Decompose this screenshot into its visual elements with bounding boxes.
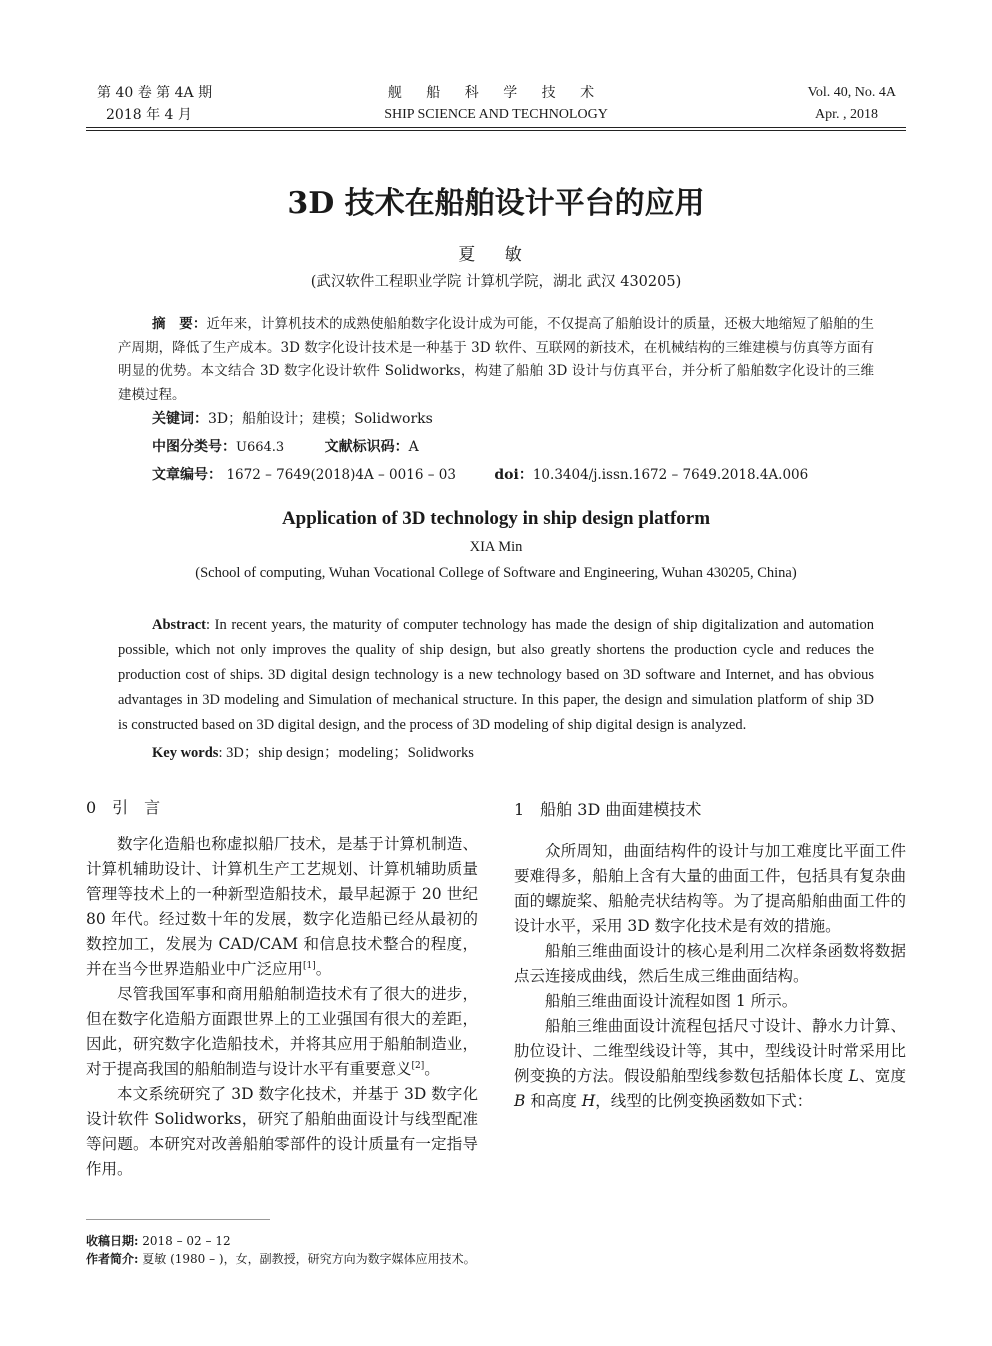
footnote-rule xyxy=(86,1219,270,1220)
paragraph-end: 。 xyxy=(315,960,332,978)
keywords-en-text: : 3D；ship design；modeling；Solidworks xyxy=(218,745,474,761)
author-bio xyxy=(86,1250,476,1268)
english-author: XIA Min xyxy=(469,539,523,555)
article-number-line xyxy=(152,464,808,484)
citation: [2] xyxy=(411,1060,425,1071)
paragraph-text: 数字化造船也称虚拟船厂技术，是基于计算机制造、计算机辅助设计、计算机生产工艺规划、计算机辅助质量管理等技术上的一种新型造船技术，最早起源于 20 世纪 80 年代。经过数十年的发展，数字化造船已经从最初的数控加工，发展为 CAD/CAM 和信息技术整合的程度，并在当今世界造船业中广泛应用 xyxy=(86,835,478,978)
keywords-cn-text: 3D；船舶设计；建模；Solidworks xyxy=(208,411,433,427)
paragraph-text: 、宽度 xyxy=(858,1067,906,1085)
received-value: 2018 – 02 – 12 xyxy=(138,1234,231,1248)
abstract-cn-label: 摘 要： xyxy=(152,316,207,332)
paragraph-text: 船舶三维曲面设计流程包括尺寸设计、静水力计算、肋位设计、二维型线设计等，其中，型线设计时常采用比例变换的方法。假设船舶型线参数包括船体长度 xyxy=(514,1017,906,1085)
article-number-value: 1672 – 7649(2018)4A – 0016 – 03 xyxy=(226,467,456,483)
citation: [1] xyxy=(303,960,316,971)
received-date xyxy=(86,1232,231,1250)
keywords-cn xyxy=(152,408,433,428)
section-0-body xyxy=(86,832,478,1182)
abstract-en xyxy=(118,613,874,738)
keywords-cn-label: 关键词： xyxy=(152,411,208,427)
bio-value: 夏敏 (1980 – )，女，副教授，研究方向为数字媒体应用技术。 xyxy=(138,1252,476,1266)
section-0-heading: 0 引 言 xyxy=(86,798,161,817)
section-0-paragraph: 本文系统研究了 3D 数字化技术，并基于 3D 数字化设计软件 Solidworks，研究了船舶曲面设计与线型配准等问题。本研究对改善船舶零部件的设计质量有一定指导作用。 xyxy=(86,1085,478,1178)
section-1-paragraph: 船舶三维曲面设计的核心是利用二次样条函数将数据点云连接成曲线，然后生成三维曲面结构。 xyxy=(514,942,906,985)
doi-label: doi： xyxy=(494,467,533,483)
journal-volume-info-en xyxy=(808,82,896,126)
keywords-en-label: Key words xyxy=(152,745,219,761)
section-1-heading: 1 船舶 3D 曲面建模技术 xyxy=(514,800,702,819)
abstract-cn xyxy=(118,313,874,407)
section-1-body xyxy=(514,839,906,1114)
doc-code-value: A xyxy=(408,439,419,455)
paragraph-end: 。 xyxy=(424,1060,440,1078)
classification-line xyxy=(152,436,419,456)
clc-label: 中图分类号： xyxy=(152,439,236,455)
page-title: 3D 技术在船舶设计平台的应用 xyxy=(287,186,705,221)
english-title: Application of 3D technology in ship design platform xyxy=(281,508,711,529)
header-rule-top xyxy=(86,127,906,128)
section-1-paragraph: 船舶三维曲面设计流程如图 1 所示。 xyxy=(545,992,798,1010)
section-0-paragraph xyxy=(86,982,478,1082)
abstract-en-text: : In recent years, the maturity of computer technology has made the design of ship digitalization and automation possible, which not only improves the quality of ship design, but also greatly shortens the production cycle and reduces the production cost of ships. 3D digital design technology is a new technology based on 3D software and Internet, and has obvious advantages in 3D modeling and Simulation of mechanical structure. In this paper, the design and simulation platform of ship 3D is constructed based on 3D digital design, and the process of 3D modeling of ship digital design is analyzed. xyxy=(118,617,874,733)
variable-height: H xyxy=(581,1092,596,1110)
keywords-en xyxy=(152,741,474,762)
author-name: 夏 敏 xyxy=(458,245,534,265)
variable-length: L xyxy=(848,1067,859,1085)
paragraph-text: ，线型的比例变换函数如下式： xyxy=(595,1092,813,1110)
doc-code-label: 文献标识码： xyxy=(324,439,409,455)
publication-date-en: Apr. , 2018 xyxy=(815,107,878,122)
author-affiliation: (武汉软件工程职业学院 计算机学院，湖北 武汉 430205) xyxy=(310,274,682,290)
article-number-label: 文章编号： xyxy=(152,467,222,483)
volume-issue-en: Vol. 40, No. 4A xyxy=(807,85,896,100)
section-1-paragraph xyxy=(514,1014,906,1114)
doi-value: 10.3404/j.issn.1672 – 7649.2018.4A.006 xyxy=(532,467,809,483)
clc-value: U664.3 xyxy=(236,440,285,455)
section-0-paragraph xyxy=(86,832,478,982)
header-rule-bottom xyxy=(86,130,906,131)
received-label: 收稿日期: xyxy=(86,1234,139,1248)
abstract-cn-text: 近年来，计算机技术的成熟使船舶数字化设计成为可能，不仅提高了船舶设计的质量，还极大地缩短了船舶的生产周期，降低了生产成本。3D 数字化设计技术是一种基于 3D 软件、互联网的新技术，在机械结构的三维建模与仿真等方面有明显的优势。本文结合 3D 数字化设计软件 Solidworks，构建了船舶 3D 设计与仿真平台，并分析了船舶数字化设计的三维建模过程。 xyxy=(118,316,874,403)
section-1-paragraph: 众所周知，曲面结构件的设计与加工难度比平面工件要难得多，船舶上含有大量的曲面工件，包括具有复杂曲面的螺旋桨、船舱壳状结构等。为了提高船舶曲面工件的设计水平，采用 3D 数字化技术是有效的措施。 xyxy=(514,842,906,935)
variable-width: B xyxy=(514,1092,526,1110)
journal-name-cn: 舰 船 科 学 技 术 xyxy=(387,85,605,101)
english-affiliation: (School of computing, Wuhan Vocational College of Software and Engineering, Wuhan 430205, China) xyxy=(195,565,797,581)
publication-date: 2018 年 4 月 xyxy=(106,107,192,123)
abstract-en-label: Abstract xyxy=(152,617,206,633)
paragraph-text: 尽管我国军事和商用船舶制造技术有了很大的进步，但在数字化造船方面跟世界上的工业强国有很大的差距，因此，研究数字化造船技术，并将其应用于船舶制造业，对于提高我国的船舶制造与设计水平有重要意义 xyxy=(86,985,478,1078)
journal-name-en: SHIP SCIENCE AND TECHNOLOGY xyxy=(384,107,608,122)
paragraph-text: 和高度 xyxy=(525,1092,582,1110)
volume-issue: 第 40 卷 第 4A 期 xyxy=(97,85,213,101)
bio-label: 作者简介: xyxy=(86,1252,139,1266)
